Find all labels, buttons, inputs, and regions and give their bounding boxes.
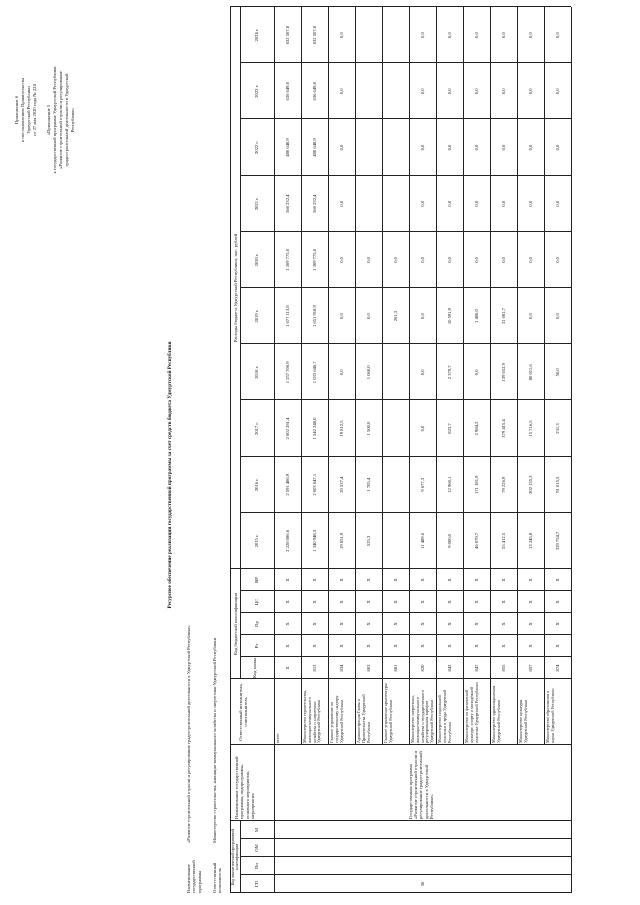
row-value: 55 412,5 [500, 532, 506, 549]
row-value: 139 652,9 [500, 363, 506, 382]
row-executor: Главное управление по государственному надзору Удмуртской Республики [329, 695, 344, 743]
row-value: 13 345,8 [527, 532, 533, 549]
row-value: 2 602 281,4 [284, 417, 290, 440]
row-rz: Х [365, 644, 371, 648]
appendix-line: Удмуртской Республики [26, 86, 31, 134]
row-value: 0,0 [473, 369, 479, 376]
row-value: 0,0 [500, 257, 506, 263]
row-value: 0,0 [473, 88, 479, 95]
header-year: 2024 г. [254, 28, 259, 42]
header-year: 2023 г. [254, 84, 259, 98]
row-value: 0,0 [446, 144, 452, 151]
appendix-title: Приложение 6 [14, 95, 19, 125]
row-vr: Х [284, 578, 290, 582]
row-executor: Министерство образования и науки Удмуртской Республики [545, 688, 555, 743]
row-value: 566 232,4 [311, 194, 317, 213]
row-value: 1 033 646,7 [311, 361, 317, 384]
row-executor: Министерство по физической культуре, спорту и молодёжной политике Удмуртской Республики [464, 682, 479, 743]
header-year: 2019 г. [254, 309, 259, 323]
prior-appendix-line: «Развитие строительной отрасли и регулирование [58, 71, 63, 169]
row-value: 0,0 [338, 88, 344, 95]
row-value: 480 648,9 [311, 138, 317, 157]
row-value: 0,0 [527, 32, 533, 38]
row-value: 2 228 086,6 [284, 530, 290, 552]
row-value: 480 648,9 [284, 138, 290, 157]
row-value: 566 232,4 [284, 194, 290, 213]
header-m: М [254, 827, 259, 833]
row-cs: Х [311, 600, 317, 604]
row-rz: Х [473, 644, 479, 648]
row-grbs: 820 [419, 664, 425, 672]
row-grbs: 847 [473, 664, 479, 672]
row-rz: Х [311, 644, 317, 648]
row-value: 0,0 [554, 88, 560, 95]
row-value: 329 754,7 [554, 531, 560, 551]
row-value: 50,0 [554, 368, 560, 377]
row-value: 0,0 [527, 200, 533, 207]
row-value: 0,0 [419, 200, 425, 207]
table-border [240, 838, 571, 839]
row-value: 0,0 [365, 257, 371, 263]
row-rz: Х [338, 644, 344, 648]
table-border [230, 820, 571, 821]
row-value: 1 500,0 [365, 421, 371, 436]
row-value: 0,0 [338, 257, 344, 263]
row-executor: Главное управление архитектуры Удмуртской Республики [383, 683, 393, 743]
executor-value: Министерство строительства, жилищно-коммунального хозяйства и энергетики Удмуртской Республики [212, 637, 217, 843]
row-grbs: 843 [446, 664, 452, 672]
row-value: 0,0 [419, 88, 425, 95]
row-rz: Х [500, 644, 506, 648]
row-cs: Х [500, 600, 506, 604]
table-border [274, 7, 275, 893]
header-pp: Пп [254, 863, 259, 869]
header-cs: ЦС [254, 598, 259, 606]
row-value: 20 537,4 [338, 476, 344, 493]
row-value: 0,0 [500, 32, 506, 38]
row-pr: Х [446, 622, 452, 626]
row-value: 19 851,9 [338, 532, 344, 549]
program-name-cell: Государственная программа «Развитие строительной отрасли и регулирование градостроительной деятельности в Удмуртской Республике» [407, 751, 435, 819]
row-value: 2 591 486,9 [284, 473, 290, 496]
executor-label: Ответственный исполнитель [212, 862, 223, 893]
row-value: 0,0 [419, 313, 425, 319]
row-value: 0,0 [500, 200, 506, 207]
table-border [230, 892, 571, 893]
row-vr: Х [338, 578, 344, 582]
row-value: 0,0 [473, 257, 479, 263]
row-rz: Х [419, 644, 425, 648]
program-value: «Развитие строительной отрасли и регулирование градостроительной деятельности в Удмуртской Республике» [186, 625, 191, 843]
row-value: 79 226,9 [500, 476, 506, 493]
prior-appendix-line: Республике» [70, 107, 75, 133]
row-cs: Х [419, 600, 425, 604]
row-executor: Министерство культуры Удмуртской Республики [518, 699, 528, 743]
row-value: 636 649,8 [311, 82, 317, 101]
row-value: 9 677,3 [419, 477, 425, 492]
header-vr: ВР [254, 577, 259, 583]
row-value: 0,0 [419, 257, 425, 263]
row-pr: Х [419, 622, 425, 626]
row-vr: Х [419, 578, 425, 582]
row-cs: Х [554, 600, 560, 604]
header-pr: Пр [254, 621, 259, 627]
row-value: 15 716,5 [527, 420, 533, 437]
appendix-line: к постановлению Правительства [20, 78, 25, 142]
row-value: 0,0 [338, 32, 344, 38]
row-vr: Х [554, 578, 560, 582]
table-border [230, 678, 571, 679]
row-value: 0,0 [554, 200, 560, 207]
table-border [230, 6, 571, 7]
header-year: 2017 г. [254, 422, 259, 435]
row-pr: Х [500, 622, 506, 626]
row-value: 2 379,7 [446, 365, 452, 380]
row-value: 0,0 [446, 257, 452, 263]
row-value: 632 507,8 [284, 25, 290, 45]
row-value: 12 960,1 [446, 476, 452, 493]
row-value: 0,0 [446, 88, 452, 95]
row-value: 0,0 [554, 313, 560, 319]
row-value: 1 400,0 [473, 309, 479, 323]
row-pr: Х [284, 622, 290, 626]
row-grbs: Х [284, 666, 290, 670]
row-pr: Х [473, 622, 479, 626]
row-value: 0,0 [446, 200, 452, 207]
row-pr: Х [338, 622, 344, 626]
row-value: 0,0 [365, 313, 371, 319]
row-executor: Министерство здравоохранения Удмуртской Республики [491, 685, 501, 743]
row-value: 10 591,9 [446, 308, 452, 325]
row-grbs: 881 [392, 664, 398, 672]
row-value: 1 369 775,0 [311, 249, 317, 271]
row-rz: Х [554, 644, 560, 648]
row-cs: Х [365, 600, 371, 604]
row-value: 0,0 [419, 144, 425, 151]
row-value: 261,3 [392, 310, 398, 322]
row-vr: Х [392, 578, 398, 582]
row-value: 11 489,6 [419, 532, 425, 549]
header-year: 2015 г. [254, 534, 259, 548]
appendix-line: от 27 мая 2020 года № 224 [32, 84, 37, 136]
row-vr: Х [446, 578, 452, 582]
header-year: 2021 г. [254, 197, 259, 211]
row-pr: Х [554, 622, 560, 626]
header-gp: ГП [254, 881, 259, 887]
row-value: 1 257 706,9 [284, 361, 290, 384]
header-rz: Рз [254, 643, 259, 649]
row-grbs: 855 [500, 664, 506, 672]
document-title: Ресурсное обеспечение реализации государственной программы за счет средств бюджета Удмуртской Республики [167, 341, 173, 609]
row-value: 46 079,7 [473, 532, 479, 549]
prior-appendix-line: градостроительной деятельности в Удмуртской [64, 73, 69, 167]
row-value: 0,0 [446, 32, 452, 38]
row-cs: Х [473, 600, 479, 604]
row-value: 91 015,5 [554, 476, 560, 493]
row-pr: Х [365, 622, 371, 626]
row-value: 231,3 [554, 423, 560, 434]
row-value: 0,0 [554, 32, 560, 38]
row-cs: Х [338, 600, 344, 604]
row-value: 0,0 [338, 144, 344, 151]
row-value: 0,0 [473, 200, 479, 207]
row-value: 0,0 [338, 369, 344, 376]
table-border [240, 856, 571, 857]
row-value: 525,3 [365, 535, 371, 547]
row-value: 1 542 248,0 [311, 417, 317, 440]
row-value: 0,0 [554, 257, 560, 263]
header-code-group: Код аналитической программной классификации [230, 828, 240, 886]
row-vr: Х [500, 578, 506, 582]
row-vr: Х [473, 578, 479, 582]
header-om: ОМ [254, 844, 259, 852]
row-value: 9 000,0 [446, 534, 452, 548]
row-grbs: 857 [527, 664, 533, 672]
row-grbs: 834 [338, 664, 344, 672]
row-value: 0,0 [527, 144, 533, 151]
row-value: 0,0 [473, 144, 479, 151]
row-value: 0,0 [392, 257, 398, 263]
header-grbs: Код главы [252, 658, 257, 678]
row-cs: Х [392, 600, 398, 604]
header-exec: Ответственный исполнитель, соисполнитель [238, 683, 249, 741]
row-value: 0,0 [554, 144, 560, 151]
header-year: 2018 г. [254, 365, 259, 379]
header-name: Наименование государственной программы, подпрограммы, основного мероприятия, мероприятия [234, 756, 256, 819]
row-rz: Х [446, 644, 452, 648]
row-value: 0,0 [338, 200, 344, 207]
row-value: 1 340 948,3 [311, 530, 317, 552]
row-executor: Администрация Главы и Правительства Удмуртской Республики [356, 694, 371, 743]
table-border [240, 821, 241, 893]
program-label: Наименование государственной программы [186, 860, 202, 893]
row-value: 2 003 047,1 [311, 473, 317, 496]
row-value: 0,0 [419, 425, 425, 432]
row-pr: Х [311, 622, 317, 626]
row-value: 0,0 [527, 313, 533, 319]
header-year: 2016 г. [254, 478, 259, 492]
row-value: 1 677 113,8 [284, 305, 290, 327]
row-value: 1 651 918,9 [311, 305, 317, 328]
row-value: 379 415,4 [500, 419, 506, 438]
row-value: 0,0 [500, 144, 506, 151]
row-value: 2 984,2 [473, 421, 479, 436]
row-vr: Х [365, 578, 371, 582]
header-expense-group: Расходы бюджета Удмуртской Республики, тыс. рублей [233, 233, 238, 343]
row-value: 0,0 [500, 88, 506, 95]
table-border [571, 7, 572, 893]
row-value: 0,0 [527, 257, 533, 263]
row-vr: Х [527, 578, 533, 582]
row-vr: Х [311, 578, 317, 582]
row-grbs: 874 [554, 664, 560, 672]
header-year: 2020 г. [254, 253, 259, 267]
row-pr: Х [527, 622, 533, 626]
row-value: 636 649,8 [284, 82, 290, 101]
row-cs: Х [527, 600, 533, 604]
row-value: 1 705,4 [365, 477, 371, 492]
row-value: 1 369 775,0 [284, 249, 290, 271]
row-pr: Х [392, 622, 398, 626]
row-rz: Х [392, 644, 398, 648]
gp-code: 36 [419, 881, 425, 887]
row-value: 31 081,7 [500, 308, 506, 325]
row-executor: Министерство строительства, жилищно-коммунального хозяйства и энергетики Удмуртской Республики [302, 689, 322, 743]
table-border [230, 7, 231, 893]
row-value: 0,0 [338, 313, 344, 319]
row-grbs: 813 [311, 664, 317, 672]
row-value: 0,0 [419, 369, 425, 376]
row-value: 632 507,8 [311, 25, 317, 45]
prior-appendix-title: «Приложение 5 [46, 104, 51, 136]
row-value: 1 060,0 [365, 365, 371, 380]
row-executor: Министерство социальной политики и труда Удмуртской Республики [437, 689, 452, 743]
row-value: 171 181,9 [473, 475, 479, 494]
row-value: 0,0 [473, 32, 479, 38]
row-value: 823,7 [446, 423, 452, 434]
row-value: 202 135,3 [527, 475, 533, 494]
row-value: 0,0 [419, 32, 425, 38]
row-value: 0,0 [527, 88, 533, 95]
row-cs: Х [284, 600, 290, 604]
row-cs: Х [446, 600, 452, 604]
header-budget-group: Код бюджетной классификации [233, 593, 238, 655]
row-executor: всего [275, 733, 280, 743]
table-border [240, 874, 571, 875]
table-border [230, 744, 571, 745]
row-rz: Х [527, 644, 533, 648]
row-grbs: 803 [365, 664, 371, 672]
table-border [230, 568, 571, 569]
header-year: 2022 г. [254, 141, 259, 154]
row-executor: Министерство энергетики, жилищно-коммунального хозяйства и государственного регулирования тарифов Удмуртской Республики [410, 690, 435, 743]
row-rz: Х [284, 644, 290, 648]
prior-appendix-line: к государственной программе Удмуртской Республики [52, 66, 57, 174]
row-value: 80 011,6 [527, 364, 533, 381]
row-value: 19 812,5 [338, 420, 344, 437]
